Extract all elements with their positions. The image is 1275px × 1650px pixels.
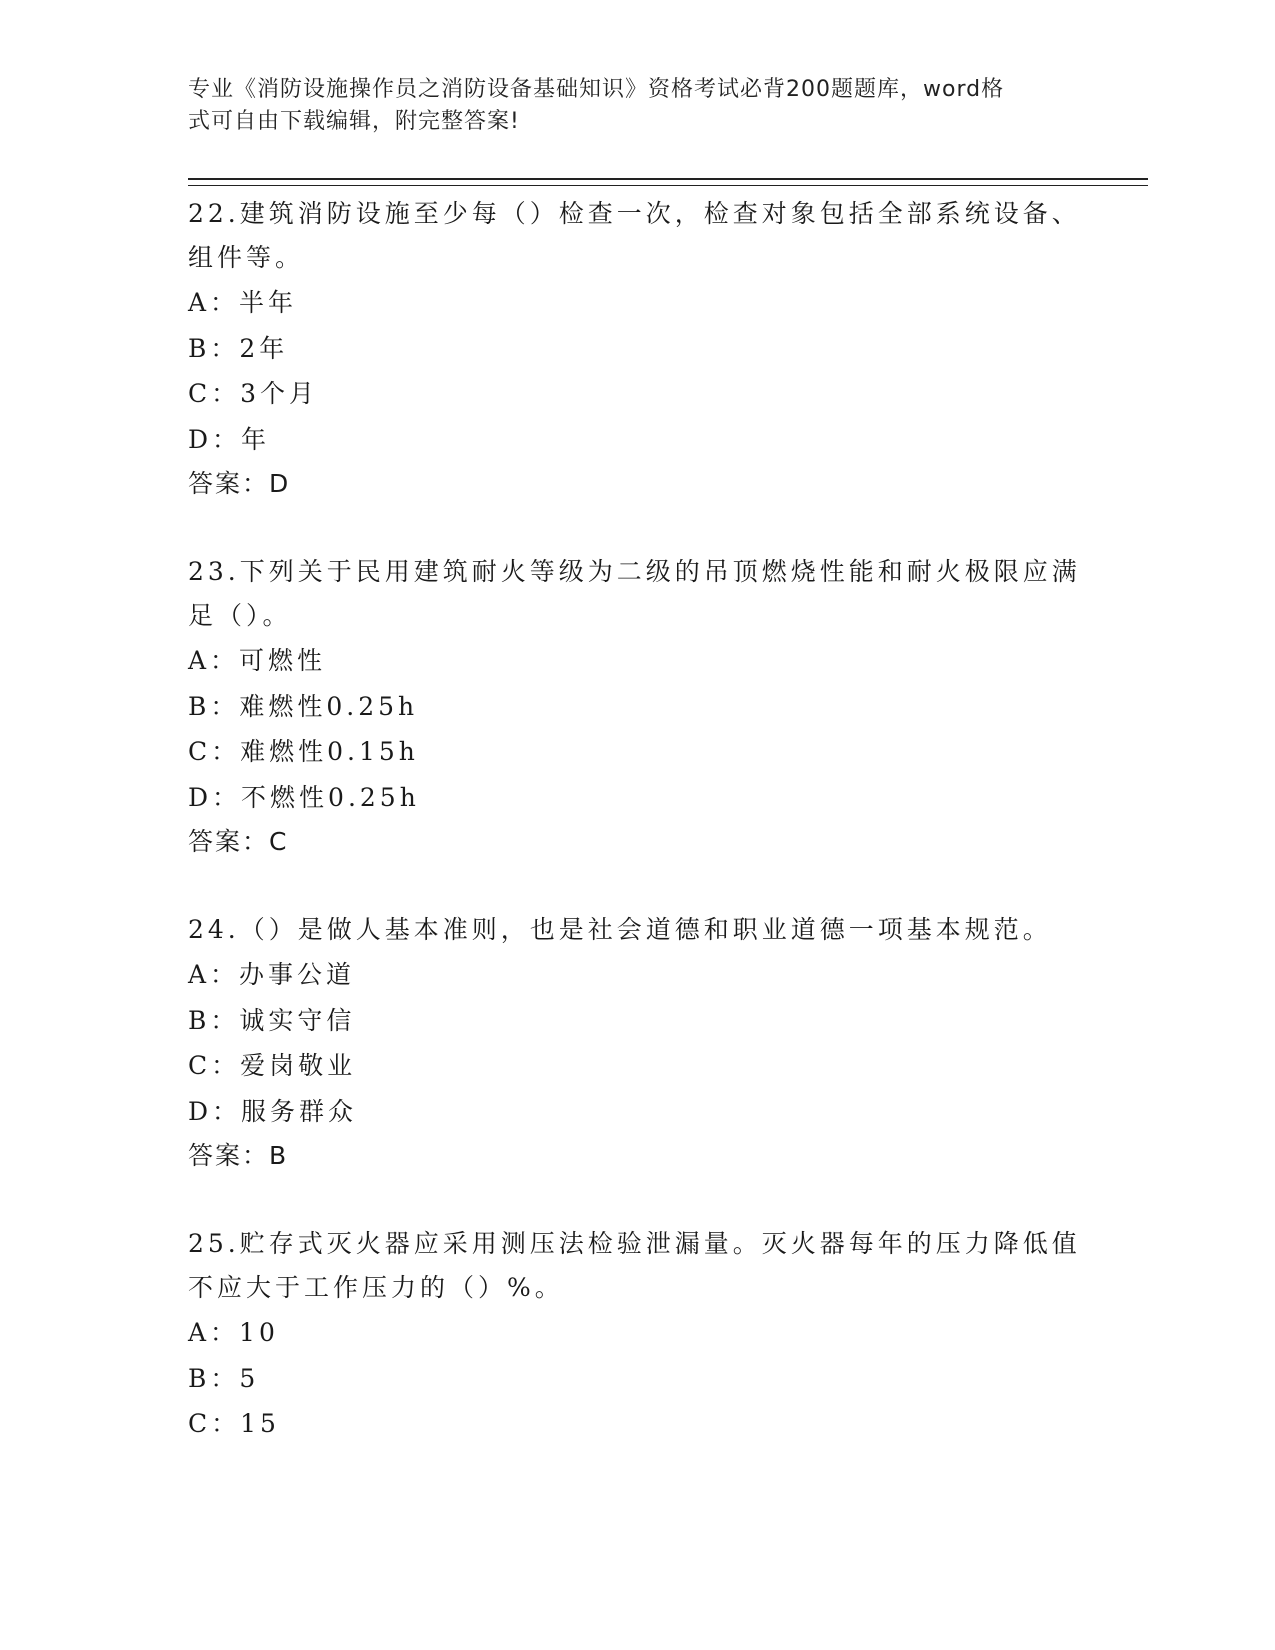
answer-line: 答案：B: [188, 1141, 289, 1170]
header-line-1: 专业《消防设施操作员之消防设备基础知识》资格考试必背200题题库，word格: [188, 77, 1005, 102]
question-stem: 25.贮存式灭火器应采用测压法检验泄漏量。灭火器每年的压力降低值不应大于工作压力的（）%。: [188, 1229, 1081, 1302]
header-line-2: 式可自由下载编辑，附完整答案!: [188, 109, 520, 134]
answer-line: 答案：C: [188, 827, 289, 856]
option-d: D：不燃性0.25h: [188, 782, 420, 812]
option-c: C：爱岗敬业: [188, 1051, 357, 1080]
option-c: C：15: [188, 1409, 280, 1438]
option-c: C：3个月: [188, 379, 319, 408]
question-25: [188, 1222, 1088, 1447]
question-stem: 24.（）是做人基本准则，也是社会道德和职业道德一项基本规范。: [188, 915, 1052, 944]
question-24: [188, 908, 1088, 1178]
option-a: A：半年: [188, 288, 298, 317]
option-b: B：5: [188, 1363, 260, 1393]
option-a: A：可燃性: [188, 646, 327, 675]
question-list: [188, 192, 1088, 1491]
option-d: D：服务群众: [188, 1096, 358, 1126]
option-c: C：难燃性0.15h: [188, 737, 419, 766]
option-b: B：2年: [188, 333, 289, 363]
option-a: A：10: [188, 1318, 279, 1347]
document-header: [188, 74, 1068, 138]
question-22: [188, 192, 1088, 506]
question-stem: 22.建筑消防设施至少每（）检查一次，检查对象包括全部系统设备、组件等。: [188, 199, 1081, 272]
answer-line: 答案：D: [188, 469, 291, 498]
question-23: [188, 550, 1088, 864]
option-d: D：年: [188, 424, 271, 454]
option-b: B：诚实守信: [188, 1005, 356, 1035]
question-stem: 23.下列关于民用建筑耐火等级为二级的吊顶燃烧性能和耐火极限应满足（）。: [188, 557, 1081, 630]
option-b: B：难燃性0.25h: [188, 691, 419, 721]
option-a: A：办事公道: [188, 960, 356, 989]
header-divider: [188, 178, 1148, 186]
